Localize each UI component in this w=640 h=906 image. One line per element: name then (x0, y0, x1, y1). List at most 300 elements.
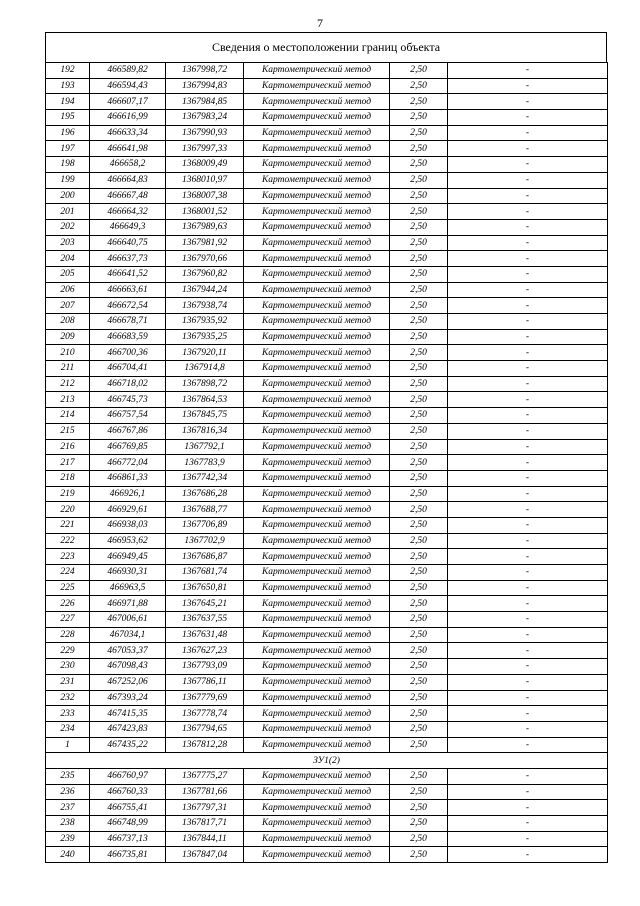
table-row (46, 737, 608, 753)
x-coordinate-cell: 466637,73 (90, 251, 166, 267)
table-row (46, 329, 608, 345)
y-coordinate-cell: 1367793,09 (166, 659, 244, 675)
accuracy-cell: 2,50 (390, 188, 448, 204)
x-coordinate-cell: 466760,33 (90, 784, 166, 800)
accuracy-cell: 2,50 (390, 251, 448, 267)
description-cell: - (448, 737, 608, 753)
description-cell: - (448, 172, 608, 188)
point-number-cell: 205 (46, 266, 90, 282)
section-header (46, 753, 608, 769)
table-row (46, 439, 608, 455)
accuracy-cell: 2,50 (390, 486, 448, 502)
accuracy-cell: 2,50 (390, 643, 448, 659)
x-coordinate-cell: 466930,31 (90, 565, 166, 581)
y-coordinate-cell: 1367914,8 (166, 361, 244, 377)
y-coordinate-cell: 1367688,77 (166, 502, 244, 518)
method-cell: Картометрический метод (244, 674, 390, 690)
table-row (46, 392, 608, 408)
method-cell: Картометрический метод (244, 470, 390, 486)
y-coordinate-cell: 1367981,92 (166, 235, 244, 251)
table-row (46, 282, 608, 298)
method-cell: Картометрический метод (244, 439, 390, 455)
method-cell: Картометрический метод (244, 266, 390, 282)
point-number-cell: 208 (46, 314, 90, 330)
table-row (46, 172, 608, 188)
point-number-cell: 227 (46, 612, 90, 628)
y-coordinate-cell: 1367990,93 (166, 125, 244, 141)
point-number-cell: 210 (46, 345, 90, 361)
accuracy-cell: 2,50 (390, 816, 448, 832)
description-cell: - (448, 549, 608, 565)
x-coordinate-cell: 466589,82 (90, 63, 166, 79)
point-number-cell: 207 (46, 298, 90, 314)
y-coordinate-cell: 1367938,74 (166, 298, 244, 314)
description-cell: - (448, 266, 608, 282)
table-row (46, 674, 608, 690)
point-number-cell: 239 (46, 831, 90, 847)
description-cell: - (448, 314, 608, 330)
table-row (46, 831, 608, 847)
description-cell: - (448, 282, 608, 298)
description-cell: - (448, 470, 608, 486)
accuracy-cell: 2,50 (390, 329, 448, 345)
table-row (46, 816, 608, 832)
accuracy-cell: 2,50 (390, 157, 448, 173)
description-cell: - (448, 517, 608, 533)
description-cell: - (448, 141, 608, 157)
accuracy-cell: 2,50 (390, 361, 448, 377)
point-number-cell: 225 (46, 580, 90, 596)
point-number-cell: 203 (46, 235, 90, 251)
x-coordinate-cell: 466963,5 (90, 580, 166, 596)
y-coordinate-cell: 1367994,83 (166, 78, 244, 94)
y-coordinate-cell: 1367794,65 (166, 721, 244, 737)
section-row (46, 753, 608, 769)
y-coordinate-cell: 1367920,11 (166, 345, 244, 361)
x-coordinate-cell: 466755,41 (90, 800, 166, 816)
point-number-cell: 232 (46, 690, 90, 706)
table-row (46, 251, 608, 267)
x-coordinate-cell: 467098,43 (90, 659, 166, 675)
x-coordinate-cell: 467423,83 (90, 721, 166, 737)
y-coordinate-cell: 1367786,11 (166, 674, 244, 690)
point-number-cell: 204 (46, 251, 90, 267)
x-coordinate-cell: 466953,62 (90, 533, 166, 549)
method-cell: Картометрический метод (244, 408, 390, 424)
y-coordinate-cell: 1367864,53 (166, 392, 244, 408)
accuracy-cell: 2,50 (390, 219, 448, 235)
accuracy-cell: 2,50 (390, 533, 448, 549)
accuracy-cell: 2,50 (390, 800, 448, 816)
x-coordinate-cell: 466664,83 (90, 172, 166, 188)
description-cell: - (448, 188, 608, 204)
table-row (46, 235, 608, 251)
point-number-cell: 233 (46, 706, 90, 722)
method-cell: Картометрический метод (244, 800, 390, 816)
table-row (46, 361, 608, 377)
accuracy-cell: 2,50 (390, 235, 448, 251)
description-cell: - (448, 831, 608, 847)
method-cell: Картометрический метод (244, 345, 390, 361)
y-coordinate-cell: 1367817,71 (166, 816, 244, 832)
x-coordinate-cell: 466672,54 (90, 298, 166, 314)
table-row (46, 549, 608, 565)
description-cell: - (448, 361, 608, 377)
description-cell: - (448, 329, 608, 345)
y-coordinate-cell: 1368001,52 (166, 204, 244, 220)
accuracy-cell: 2,50 (390, 204, 448, 220)
accuracy-cell: 2,50 (390, 470, 448, 486)
y-coordinate-cell: 1367775,27 (166, 768, 244, 784)
description-cell: - (448, 298, 608, 314)
point-number-cell: 237 (46, 800, 90, 816)
x-coordinate-cell: 466772,04 (90, 455, 166, 471)
method-cell: Картометрический метод (244, 627, 390, 643)
y-coordinate-cell: 1367781,66 (166, 784, 244, 800)
y-coordinate-cell: 1367792,1 (166, 439, 244, 455)
point-number-cell: 1 (46, 737, 90, 753)
accuracy-cell: 2,50 (390, 266, 448, 282)
point-number-cell: 213 (46, 392, 90, 408)
method-cell: Картометрический метод (244, 706, 390, 722)
accuracy-cell: 2,50 (390, 298, 448, 314)
x-coordinate-cell: 466616,99 (90, 110, 166, 126)
description-cell: - (448, 674, 608, 690)
accuracy-cell: 2,50 (390, 517, 448, 533)
description-cell: - (448, 157, 608, 173)
method-cell: Картометрический метод (244, 204, 390, 220)
x-coordinate-cell: 466735,81 (90, 847, 166, 863)
coordinates-table (45, 62, 608, 863)
point-number-cell: 209 (46, 329, 90, 345)
method-cell: Картометрический метод (244, 235, 390, 251)
description-cell: - (448, 784, 608, 800)
y-coordinate-cell: 1367984,85 (166, 94, 244, 110)
x-coordinate-cell: 466704,41 (90, 361, 166, 377)
point-number-cell: 217 (46, 455, 90, 471)
x-coordinate-cell: 466667,48 (90, 188, 166, 204)
y-coordinate-cell: 1367797,31 (166, 800, 244, 816)
point-number-cell: 195 (46, 110, 90, 126)
method-cell: Картометрический метод (244, 659, 390, 675)
x-coordinate-cell: 466949,45 (90, 549, 166, 565)
table-row (46, 768, 608, 784)
table-row (46, 690, 608, 706)
x-coordinate-cell: 466658,2 (90, 157, 166, 173)
y-coordinate-cell: 1367779,69 (166, 690, 244, 706)
method-cell: Картометрический метод (244, 831, 390, 847)
point-number-cell: 223 (46, 549, 90, 565)
y-coordinate-cell: 1367847,04 (166, 847, 244, 863)
table-row (46, 314, 608, 330)
method-cell: Картометрический метод (244, 565, 390, 581)
accuracy-cell: 2,50 (390, 110, 448, 126)
point-number-cell: 238 (46, 816, 90, 832)
method-cell: Картометрический метод (244, 486, 390, 502)
point-number-cell: 220 (46, 502, 90, 518)
description-cell: - (448, 502, 608, 518)
point-number-cell: 212 (46, 376, 90, 392)
description-cell: - (448, 78, 608, 94)
point-number-cell: 228 (46, 627, 90, 643)
method-cell: Картометрический метод (244, 78, 390, 94)
accuracy-cell: 2,50 (390, 768, 448, 784)
method-cell: Картометрический метод (244, 549, 390, 565)
y-coordinate-cell: 1367645,21 (166, 596, 244, 612)
point-number-cell: 240 (46, 847, 90, 863)
point-number-cell: 224 (46, 565, 90, 581)
method-cell: Картометрический метод (244, 737, 390, 753)
point-number-cell: 199 (46, 172, 90, 188)
accuracy-cell: 2,50 (390, 612, 448, 628)
method-cell: Картометрический метод (244, 298, 390, 314)
table-row (46, 517, 608, 533)
x-coordinate-cell: 467006,61 (90, 612, 166, 628)
description-cell: - (448, 706, 608, 722)
method-cell: Картометрический метод (244, 172, 390, 188)
x-coordinate-cell: 466683,59 (90, 329, 166, 345)
method-cell: Картометрический метод (244, 596, 390, 612)
point-number-cell: 222 (46, 533, 90, 549)
method-cell: Картометрический метод (244, 816, 390, 832)
x-coordinate-cell: 466678,71 (90, 314, 166, 330)
method-cell: Картометрический метод (244, 423, 390, 439)
table-row (46, 376, 608, 392)
y-coordinate-cell: 1367742,34 (166, 470, 244, 486)
point-number-cell: 219 (46, 486, 90, 502)
description-cell: - (448, 392, 608, 408)
method-cell: Картометрический метод (244, 612, 390, 628)
description-cell: - (448, 455, 608, 471)
y-coordinate-cell: 1367706,89 (166, 517, 244, 533)
x-coordinate-cell: 466649,3 (90, 219, 166, 235)
accuracy-cell: 2,50 (390, 549, 448, 565)
accuracy-cell: 2,50 (390, 376, 448, 392)
description-cell: - (448, 94, 608, 110)
description-cell: - (448, 721, 608, 737)
description-cell: - (448, 580, 608, 596)
accuracy-cell: 2,50 (390, 502, 448, 518)
x-coordinate-cell: 466769,85 (90, 439, 166, 455)
x-coordinate-cell: 466748,99 (90, 816, 166, 832)
x-coordinate-cell: 466737,13 (90, 831, 166, 847)
accuracy-cell: 2,50 (390, 63, 448, 79)
table-row (46, 659, 608, 675)
y-coordinate-cell: 1368009,49 (166, 157, 244, 173)
method-cell: Картометрический метод (244, 690, 390, 706)
accuracy-cell: 2,50 (390, 706, 448, 722)
description-cell: - (448, 533, 608, 549)
description-cell: - (448, 800, 608, 816)
description-cell: - (448, 219, 608, 235)
y-coordinate-cell: 1367650,81 (166, 580, 244, 596)
x-coordinate-cell: 466664,32 (90, 204, 166, 220)
table-title: Сведения о местоположении границ объекта (45, 32, 607, 62)
accuracy-cell: 2,50 (390, 721, 448, 737)
method-cell: Картометрический метод (244, 219, 390, 235)
x-coordinate-cell: 466663,61 (90, 282, 166, 298)
table-row (46, 266, 608, 282)
table-row (46, 800, 608, 816)
table-row (46, 188, 608, 204)
y-coordinate-cell: 1367631,48 (166, 627, 244, 643)
table-row (46, 423, 608, 439)
y-coordinate-cell: 1367637,55 (166, 612, 244, 628)
description-cell: - (448, 251, 608, 267)
point-number-cell: 202 (46, 219, 90, 235)
x-coordinate-cell: 466641,98 (90, 141, 166, 157)
accuracy-cell: 2,50 (390, 627, 448, 643)
method-cell: Картометрический метод (244, 376, 390, 392)
x-coordinate-cell: 466926,1 (90, 486, 166, 502)
y-coordinate-cell: 1367702,9 (166, 533, 244, 549)
method-cell: Картометрический метод (244, 141, 390, 157)
accuracy-cell: 2,50 (390, 565, 448, 581)
y-coordinate-cell: 1367778,74 (166, 706, 244, 722)
method-cell: Картометрический метод (244, 847, 390, 863)
x-coordinate-cell: 467252,06 (90, 674, 166, 690)
method-cell: Картометрический метод (244, 517, 390, 533)
table-row (46, 784, 608, 800)
point-number-cell: 198 (46, 157, 90, 173)
point-number-cell: 206 (46, 282, 90, 298)
x-coordinate-cell: 466745,73 (90, 392, 166, 408)
method-cell: Картометрический метод (244, 580, 390, 596)
page-number: 7 (317, 16, 323, 30)
accuracy-cell: 2,50 (390, 125, 448, 141)
method-cell: Картометрический метод (244, 392, 390, 408)
table-row (46, 141, 608, 157)
accuracy-cell: 2,50 (390, 439, 448, 455)
table-row (46, 643, 608, 659)
accuracy-cell: 2,50 (390, 831, 448, 847)
section-label: ЗУ1(2) (46, 753, 608, 769)
method-cell: Картометрический метод (244, 157, 390, 173)
y-coordinate-cell: 1367935,25 (166, 329, 244, 345)
method-cell: Картометрический метод (244, 188, 390, 204)
point-number-cell: 192 (46, 63, 90, 79)
table-row (46, 78, 608, 94)
table-row (46, 706, 608, 722)
y-coordinate-cell: 1367944,24 (166, 282, 244, 298)
x-coordinate-cell: 466971,88 (90, 596, 166, 612)
accuracy-cell: 2,50 (390, 659, 448, 675)
description-cell: - (448, 486, 608, 502)
description-cell: - (448, 612, 608, 628)
x-coordinate-cell: 467435,22 (90, 737, 166, 753)
method-cell: Картометрический метод (244, 784, 390, 800)
table-row (46, 580, 608, 596)
accuracy-cell: 2,50 (390, 282, 448, 298)
method-cell: Картометрический метод (244, 329, 390, 345)
description-cell: - (448, 659, 608, 675)
description-cell: - (448, 596, 608, 612)
x-coordinate-cell: 466594,43 (90, 78, 166, 94)
accuracy-cell: 2,50 (390, 596, 448, 612)
point-number-cell: 221 (46, 517, 90, 533)
description-cell: - (448, 565, 608, 581)
y-coordinate-cell: 1367686,28 (166, 486, 244, 502)
point-number-cell: 234 (46, 721, 90, 737)
point-number-cell: 218 (46, 470, 90, 486)
x-coordinate-cell: 467393,24 (90, 690, 166, 706)
table-row (46, 94, 608, 110)
y-coordinate-cell: 1367970,66 (166, 251, 244, 267)
table-row (46, 63, 608, 79)
accuracy-cell: 2,50 (390, 690, 448, 706)
accuracy-cell: 2,50 (390, 78, 448, 94)
table-row (46, 157, 608, 173)
point-number-cell: 200 (46, 188, 90, 204)
description-cell: - (448, 408, 608, 424)
point-number-cell: 197 (46, 141, 90, 157)
point-number-cell: 215 (46, 423, 90, 439)
description-cell: - (448, 204, 608, 220)
x-coordinate-cell: 467415,35 (90, 706, 166, 722)
y-coordinate-cell: 1367816,34 (166, 423, 244, 439)
y-coordinate-cell: 1367997,33 (166, 141, 244, 157)
description-cell: - (448, 690, 608, 706)
method-cell: Картометрический метод (244, 455, 390, 471)
point-number-cell: 211 (46, 361, 90, 377)
point-number-cell: 216 (46, 439, 90, 455)
table-row (46, 721, 608, 737)
y-coordinate-cell: 1368010,97 (166, 172, 244, 188)
table-row (46, 408, 608, 424)
table-row (46, 596, 608, 612)
table-body-main (46, 63, 608, 753)
point-number-cell: 230 (46, 659, 90, 675)
y-coordinate-cell: 1367998,72 (166, 63, 244, 79)
x-coordinate-cell: 466641,52 (90, 266, 166, 282)
point-number-cell: 236 (46, 784, 90, 800)
method-cell: Картометрический метод (244, 110, 390, 126)
x-coordinate-cell: 467053,37 (90, 643, 166, 659)
table-row (46, 533, 608, 549)
method-cell: Картометрический метод (244, 251, 390, 267)
y-coordinate-cell: 1367845,75 (166, 408, 244, 424)
method-cell: Картометрический метод (244, 94, 390, 110)
y-coordinate-cell: 1367983,24 (166, 110, 244, 126)
table-row (46, 219, 608, 235)
method-cell: Картометрический метод (244, 533, 390, 549)
method-cell: Картометрический метод (244, 768, 390, 784)
coordinates-sheet (45, 32, 607, 863)
method-cell: Картометрический метод (244, 502, 390, 518)
x-coordinate-cell: 466861,33 (90, 470, 166, 486)
x-coordinate-cell: 466640,75 (90, 235, 166, 251)
table-body-section (46, 768, 608, 862)
point-number-cell: 226 (46, 596, 90, 612)
table-row (46, 627, 608, 643)
y-coordinate-cell: 1367935,92 (166, 314, 244, 330)
accuracy-cell: 2,50 (390, 408, 448, 424)
x-coordinate-cell: 466607,17 (90, 94, 166, 110)
method-cell: Картометрический метод (244, 63, 390, 79)
y-coordinate-cell: 1367627,23 (166, 643, 244, 659)
accuracy-cell: 2,50 (390, 94, 448, 110)
accuracy-cell: 2,50 (390, 172, 448, 188)
table-row (46, 612, 608, 628)
accuracy-cell: 2,50 (390, 345, 448, 361)
accuracy-cell: 2,50 (390, 674, 448, 690)
y-coordinate-cell: 1367681,74 (166, 565, 244, 581)
table-row (46, 486, 608, 502)
method-cell: Картометрический метод (244, 643, 390, 659)
point-number-cell: 231 (46, 674, 90, 690)
description-cell: - (448, 439, 608, 455)
y-coordinate-cell: 1367686,87 (166, 549, 244, 565)
